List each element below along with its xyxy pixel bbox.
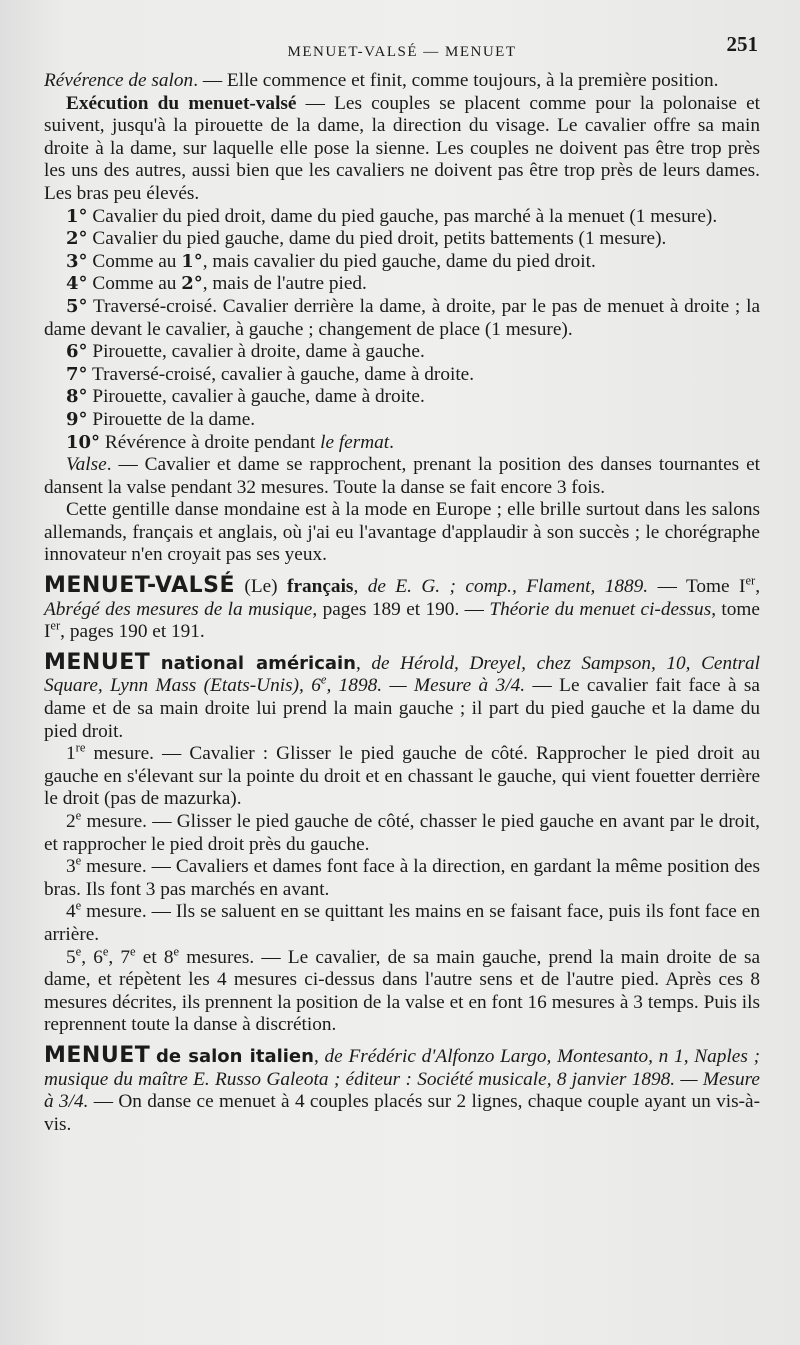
text-segment: de Frédéric d'Alfonzo Largo, Montesanto, n 1, Naples ; musique du maître E. Russo Galeota ; éditeur : Société musicale, 8 janvier 1898. — Mesure à 3/4. <box>44 1045 760 1113</box>
text-segment: 1 <box>66 743 76 765</box>
text-segment: 10° <box>66 431 101 453</box>
text-segment: Révérence de salon <box>44 70 194 91</box>
dictionary-entry <box>44 1042 760 1136</box>
text-segment: 6° <box>66 341 88 363</box>
text-segment: 3° <box>66 250 88 272</box>
text-segment: , pages 189 et 190. — <box>312 598 490 620</box>
paragraph <box>44 499 760 567</box>
text-segment: , <box>353 576 368 598</box>
text-segment: e <box>75 944 82 959</box>
text-segment: Pirouette, cavalier à gauche, dame à droite. <box>87 386 425 408</box>
text-segment: mesure. — Cavalier : Glisser le pied gauche de côté. Rapprocher le pied droit au gauche en s'élevant sur la pointe du droit et en chassant le gauche, qui vient fouetter derrière le droit (pas de mazurka). <box>44 743 760 810</box>
text-segment: , 1898. — Mesure à 3/4. <box>326 675 526 697</box>
paragraph <box>44 898 760 946</box>
paragraph <box>44 228 760 251</box>
text-segment: 2° <box>181 273 203 295</box>
entry-headword: MENUET <box>44 1042 151 1068</box>
text-segment: , 6 <box>81 946 103 968</box>
text-segment: e <box>102 944 109 959</box>
paragraph <box>44 454 760 499</box>
page-header <box>44 30 760 70</box>
text-segment: français <box>287 576 354 598</box>
text-segment: mesure. — Glisser le pied gauche de côté, chasser le pied gauche en avant par le droit, et rapprocher le pied droit près du gauche. <box>44 811 760 855</box>
paragraph <box>44 364 760 387</box>
text-segment: et 8 <box>135 946 174 968</box>
text-segment: de Hérold, Dreyel, chez Sampson, 10, Central Square, Lynn Mass (Etats-Unis), 6 <box>44 652 760 697</box>
paragraph <box>44 273 760 296</box>
text-segment: 4 <box>66 901 76 923</box>
paragraph <box>44 386 760 409</box>
text-segment: 3 <box>66 856 76 878</box>
paragraph <box>44 341 760 364</box>
text-segment: Théorie du menuet ci-dessus <box>489 598 712 620</box>
text-segment: 7° <box>66 363 88 385</box>
text-segment: . <box>389 431 394 453</box>
text-segment: mesures. — Le cavalier, de sa main gauche, prend la main droite de sa dame, et répètent les 4 mesures ci-dessus dans l'autre sens et de l'autre pied. Après ces 8 mesures décrites, ils prennent la position de la valse et en font 16 mesures à 3 temps. Puis ils reprennent toute la danse à discrétion. <box>44 946 761 1036</box>
text-segment: Cette gentille danse mondaine est à la mode en Europe ; elle brille surtout dans les salons allemands, français et anglais, où j'ai eu l'avantage d'applaudir à son succès ; le chorégraphe innovateur n'en croyait pas ses yeux. <box>44 499 760 566</box>
text-segment: — Les couples se placent comme pour la polonaise et suivent, jusqu'à la pirouette de la dame, la direction du visage. Le cavalier offre sa main droite à la dame, sur laquelle elle pose la sienne. Les couples ne doivent pas être trop près les uns des autres, aussi bien que les cavaliers ne doivent pas être trop près de leurs dames. Les bras peu élevés. <box>44 92 760 204</box>
text-segment: Comme au <box>87 250 182 272</box>
text-segment: er <box>745 573 756 588</box>
text-segment: 1° <box>66 205 88 227</box>
text-segment: — Tome I <box>648 576 746 598</box>
text-segment: e <box>75 898 82 913</box>
text-segment: 4° <box>66 273 88 295</box>
text-segment: — On danse ce menuet à 4 couples placés sur 2 lignes, chaque couple ayant un vis-à-vis. <box>44 1091 760 1135</box>
text-segment: er <box>50 618 61 633</box>
running-title: MENUET-VALSÉ — MENUET <box>287 44 517 60</box>
text-segment: , <box>313 1045 325 1067</box>
text-segment: Exécution du menuet-valsé <box>66 92 297 114</box>
text-segment: . — Cavalier et dame se rapprochent, prenant la position des danses tournantes et dansent la valse pendant 32 mesures. Toute la danse se fait encore 3 fois. <box>44 454 760 498</box>
paragraph <box>44 944 761 1037</box>
text-segment: Pirouette, cavalier à droite, dame à gauche. <box>87 341 425 363</box>
text-segment: de E. G. ; comp., Flament, 1889. <box>367 576 649 598</box>
text-segment: , <box>356 652 372 674</box>
paragraph <box>44 296 760 341</box>
text-segment: e <box>75 853 82 868</box>
paragraph <box>44 251 760 274</box>
text-segment: 5° <box>66 295 88 317</box>
paragraph <box>44 740 760 811</box>
entry-subtitle: national américain <box>160 652 356 674</box>
paragraph <box>44 409 760 432</box>
text-segment: e <box>320 673 327 688</box>
text-segment: e <box>75 808 82 823</box>
text-segment: Comme au <box>87 273 182 295</box>
text-segment: Cavalier du pied gauche, dame du pied droit, petits battements (1 mesure). <box>87 228 667 250</box>
text-segment: Traversé-croisé, cavalier à gauche, dame à droite. <box>87 363 475 385</box>
paragraph <box>44 206 760 229</box>
text-segment: , <box>755 576 761 598</box>
text-segment: re <box>75 740 86 755</box>
text-segment: Valse <box>66 454 107 476</box>
text-segment: 8° <box>66 386 88 408</box>
text-segment: 5 <box>66 946 76 968</box>
text-segment: Pirouette de la dame. <box>87 408 256 430</box>
paragraph <box>44 70 760 93</box>
text-segment: . — Elle commence et finit, comme toujours, à la première position. <box>193 70 719 91</box>
paragraph <box>44 808 760 856</box>
text-segment: , mais de l'autre pied. <box>202 273 367 295</box>
text-segment: — Le cavalier fait face à sa dame et de sa main droite lui prend la main gauche ; il part du pied gauche et la dame du pied droit. <box>44 675 760 742</box>
text-segment: Abrégé des mesures de la musique <box>44 598 313 620</box>
dictionary-entry <box>44 575 760 644</box>
page-number: 251 <box>726 32 758 56</box>
text-segment: 2° <box>66 228 88 250</box>
paragraph <box>44 93 760 206</box>
entry-headword: MENUET <box>44 649 151 675</box>
text-segment: Cavalier du pied droit, dame du pied gauche, pas marché à la menuet (1 mesure). <box>87 205 718 227</box>
text-segment <box>150 653 161 674</box>
text-segment: 9° <box>66 408 88 430</box>
text-segment: (Le) <box>234 576 288 598</box>
text-segment: , tome I <box>44 598 760 643</box>
text-segment: , pages 190 et 191. <box>60 621 205 643</box>
text-segment: 1° <box>181 250 203 272</box>
text-segment: 2 <box>66 811 76 832</box>
page-body <box>44 70 760 1136</box>
entry-subtitle: de salon italien <box>155 1045 314 1067</box>
dictionary-entry <box>44 649 760 743</box>
text-segment: mesure. — Cavaliers et dames font face à la direction, en gardant la même position des bras. Ils font 3 pas marchés en avant. <box>44 856 760 900</box>
text-segment: , 7 <box>108 946 131 968</box>
text-segment: Révérence à droite pendant <box>100 431 321 453</box>
text-segment: , mais cavalier du pied gauche, dame du pied droit. <box>202 250 596 272</box>
text-segment: Traversé-croisé. Cavalier derrière la dame, à droite, par le pas de menuet à droite ; la dame devant le cavalier, à gauche ; changement de place (1 mesure). <box>44 295 760 340</box>
paragraph <box>44 432 760 455</box>
paragraph <box>44 853 760 901</box>
text-segment: e <box>173 944 180 959</box>
text-segment: le fermat <box>320 431 390 453</box>
text-segment: mesure. — Ils se saluent en se quittant les mains en se faisant face, puis ils font face en arrière. <box>44 901 760 945</box>
text-segment: e <box>130 944 136 959</box>
entry-headword: MENUET-VALSÉ <box>44 573 235 599</box>
